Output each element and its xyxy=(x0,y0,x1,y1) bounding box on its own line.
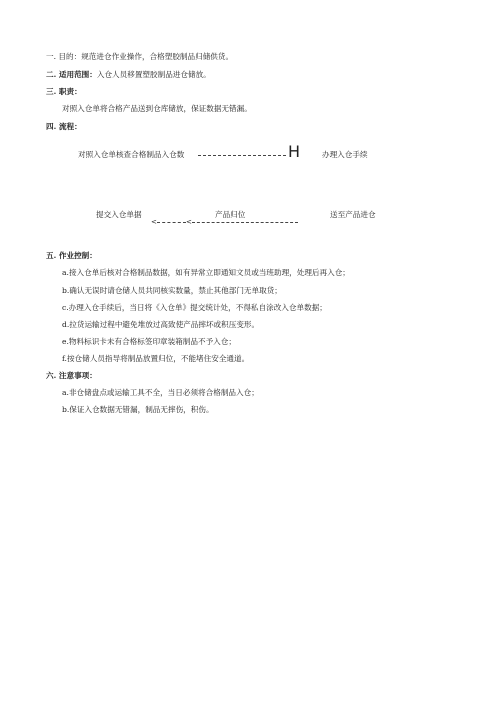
control-item: b.确认无误时请仓储人员共同核实数量，禁止其他部门无单取货； xyxy=(62,286,282,295)
section-scope xyxy=(46,70,211,80)
section-responsibility-title: 三. 职责： xyxy=(46,87,82,96)
flow-step-product-placement: 产品归位 xyxy=(215,210,246,219)
section-purpose: 一. 目的：规范进仓作业操作，合格塑胶制品归储供货。 xyxy=(46,52,234,61)
flow-arrow-line-1 xyxy=(157,222,186,223)
control-item: c.办理入仓手续后，当日将《入仓单》提交统计处，不得私自涂改入仓单数据； xyxy=(62,303,327,312)
flow-step-deliver-to-warehouse: 送至产品进仓 xyxy=(330,210,376,219)
flow-arrow-left-2: < xyxy=(186,218,192,226)
flow-connector-mark: H xyxy=(288,142,301,161)
section-process-title: 四. 流程： xyxy=(46,122,82,131)
flow-step-check-quantity: 对照入仓单核查合格制品入仓数 xyxy=(78,150,185,159)
section-scope-title: 二. 适用范围： xyxy=(46,70,97,79)
control-item: e.物料标识卡未有合格标签印章装箱制品不予入仓； xyxy=(62,337,236,346)
control-item: d.拉货运输过程中避免堆放过高致使产品摔坏或积压变形。 xyxy=(62,320,260,329)
control-item: a.接入仓单后核对合格制品数据，如有异常立即通知文员或当班助理，处理后再入仓； xyxy=(62,268,350,277)
section-scope-text: 入仓人员移置塑胶制品进仓储放。 xyxy=(96,70,211,79)
notes-item: b.保证入仓数据无错漏，制品无摔伤，积伤。 xyxy=(62,405,214,414)
flow-arrow-left-1: < xyxy=(151,218,157,226)
section-responsibility-text: 对照入仓单将合格产品送到仓库储放，保证数据无错漏。 xyxy=(62,104,252,113)
notes-item: a.非仓储盘点或运输工具不全，当日必须将合格制品入仓； xyxy=(62,388,259,397)
section-control-title: 五. 作业控制： xyxy=(46,251,97,260)
flow-step-submit-documents: 提交入仓单据 xyxy=(96,210,142,219)
flow-connector-line xyxy=(198,155,286,156)
flow-step-entry-procedure: 办理入仓手续 xyxy=(322,150,368,159)
control-item: f.按仓储人员指导将制品放置归位，不能堵住安全通道。 xyxy=(62,354,250,363)
flow-arrow-line-2 xyxy=(192,222,298,223)
section-notes-title: 六. 注意事项： xyxy=(46,371,97,380)
